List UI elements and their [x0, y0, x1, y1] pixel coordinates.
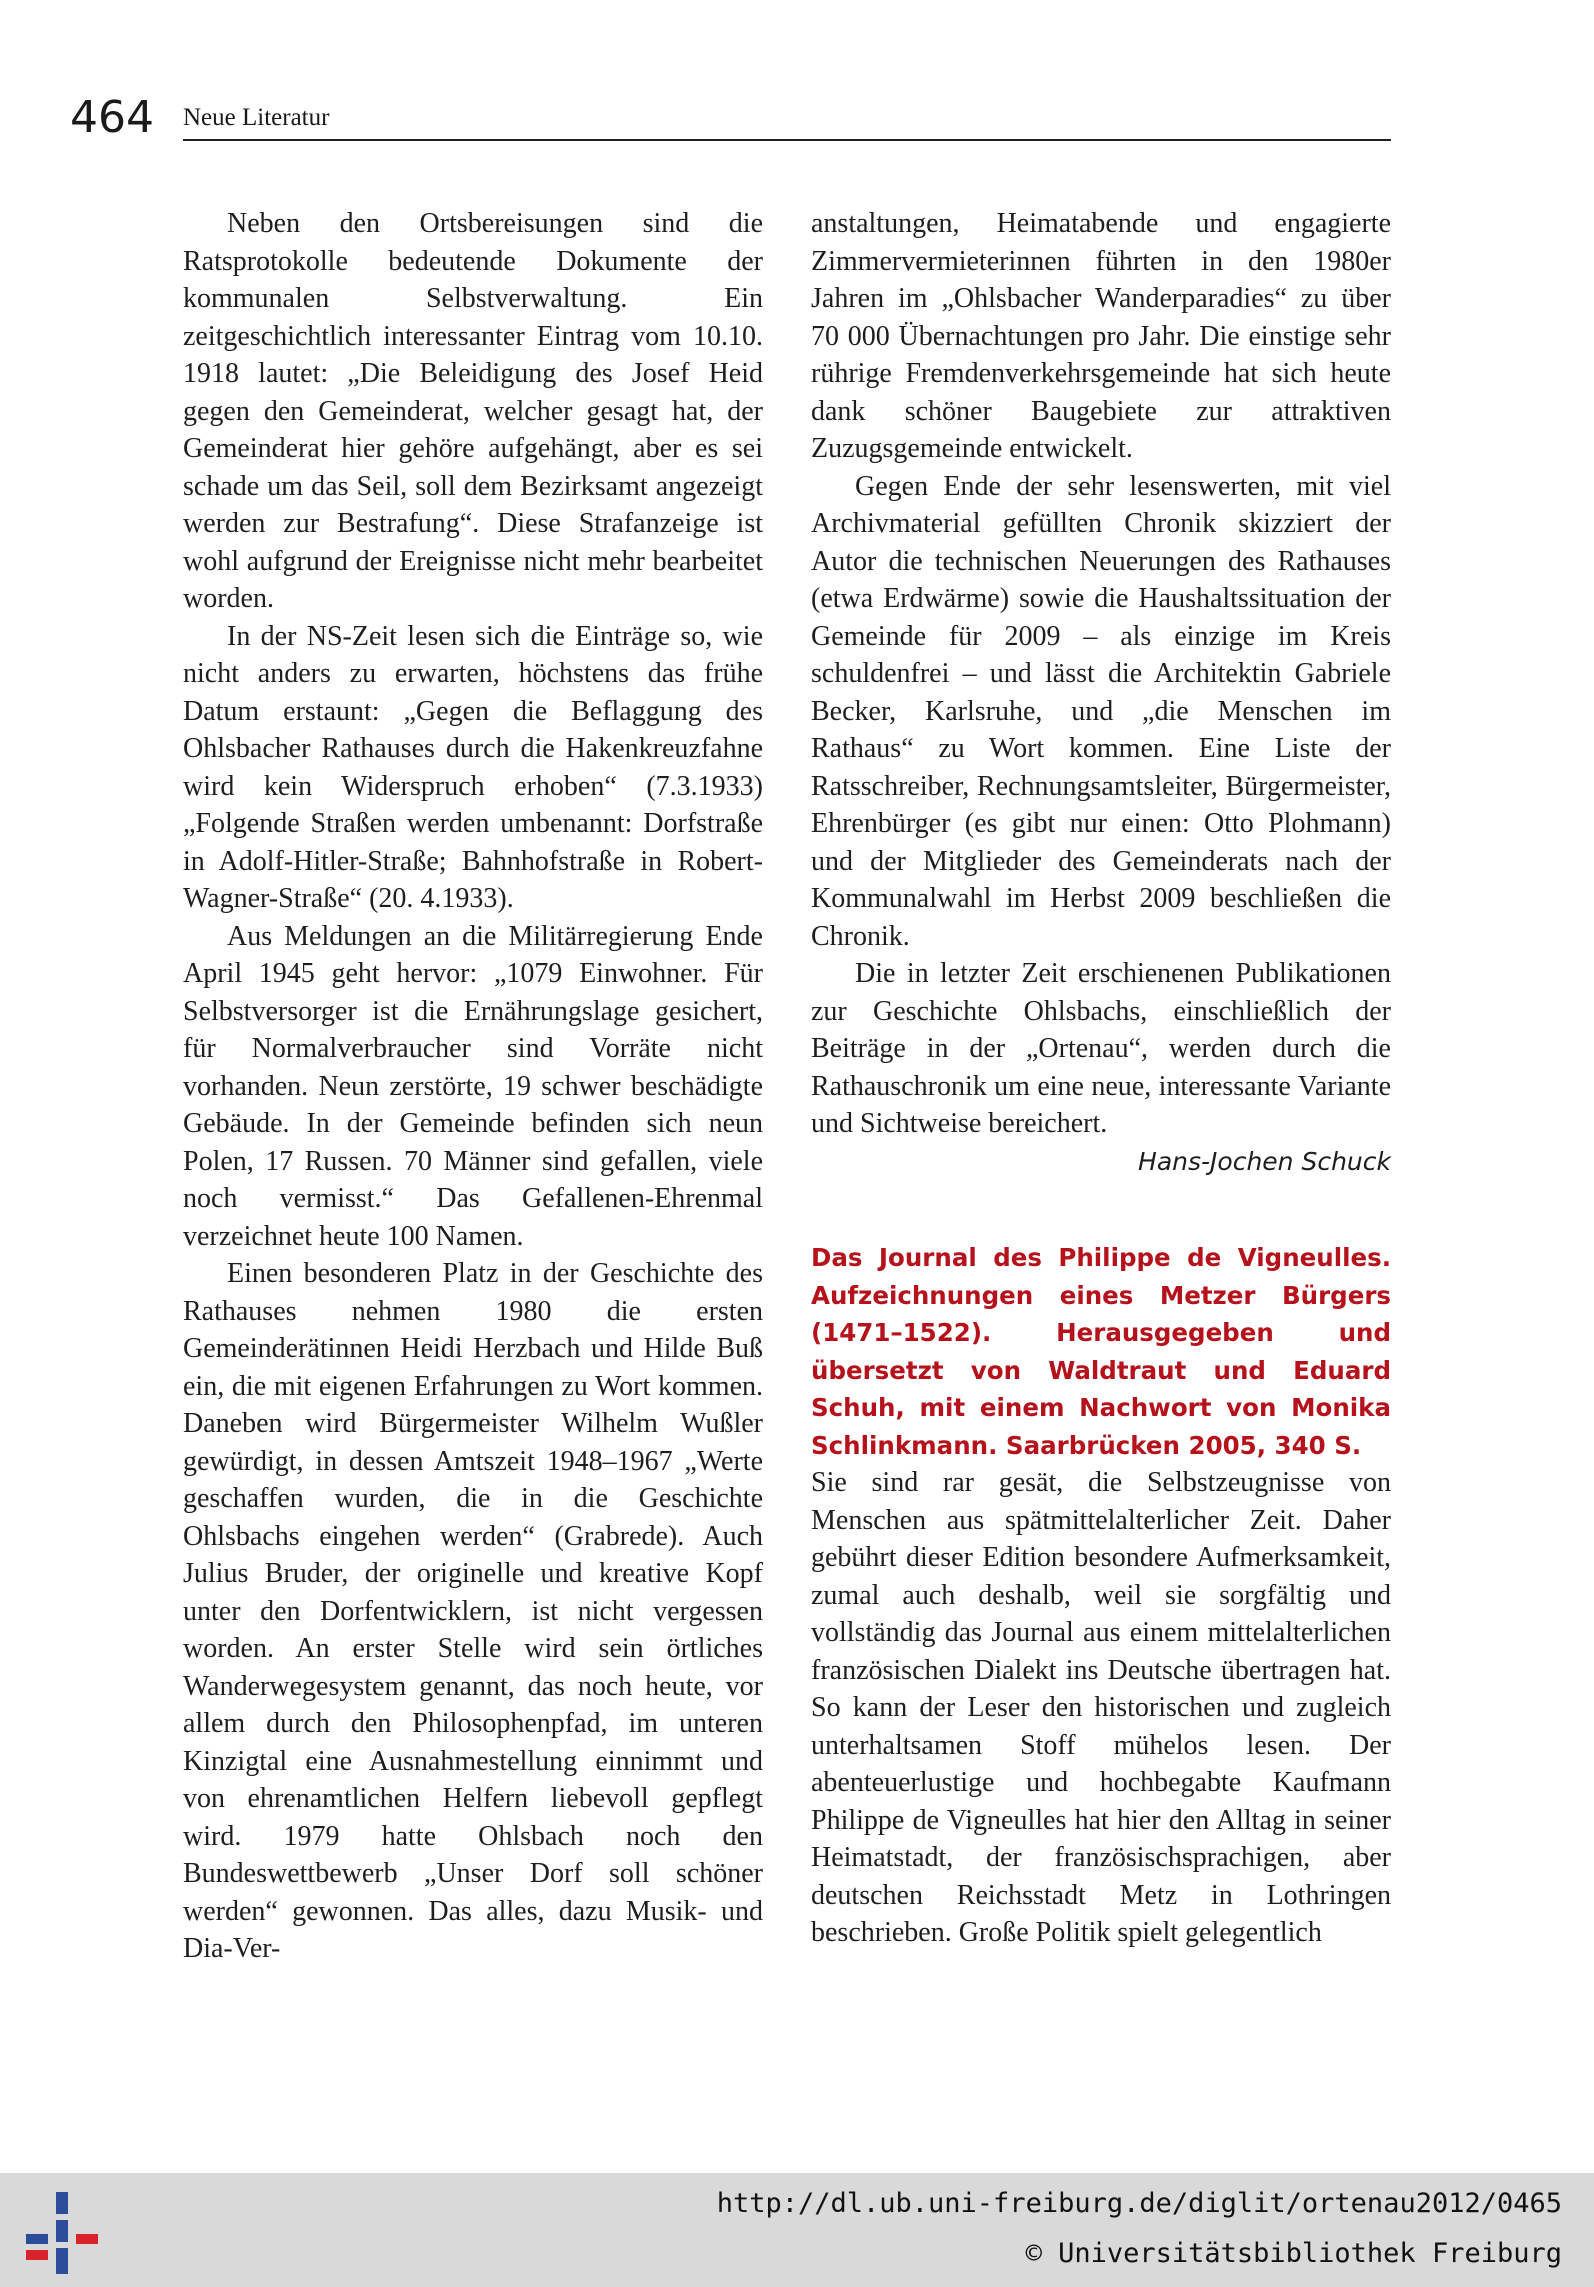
paragraph: Aus Meldungen an die Militärregierung Ende April 1945 geht hervor: „1079 Einwohner. Für Selbstversorger ist die Ernährungslage gesichert, für Normalverbraucher sind Vorräte nicht vorhanden. Neun zerstörte, 19 schwer beschädigte Gebäude. In der Gemeinde befinden sich neun Polen, 17 Russen. 70 Männer sind gefallen, viele noch vermisst.“ Das Gefallenen-Ehrenmal verzeichnet heute 100 Namen. [183, 920, 763, 1252]
paragraph: anstaltungen, Heimatabende und engagierte Zimmervermieterinnen führten in den 1980er Jahren im „Ohlsbacher Wanderparadies“ zu über 70 000 Übernachtungen pro Jahr. Die einstige sehr rührige Fremdenverkehrsgemeinde hat sich heute dank schöner Baugebiete zur attraktiven Zuzugsgemeinde entwickelt. [811, 208, 1391, 464]
ub-freiburg-logo-icon [22, 2188, 102, 2278]
paragraph: In der NS-Zeit lesen sich die Einträge so, wie nicht anders zu erwarten, höchstens das frühe Datum erstaunt: „Gegen die Beflaggung des Ohlsbacher Rathauses durch die Hakenkreuzfahne wird kein Widerspruch erhoben“ (7.3.1933) „Folgende Straßen werden umbenannt: Dorfstraße in Adolf-Hitler-Straße; Bahnhofstraße in Robert-Wagner-Straße“ (20. 4.1933). [183, 620, 763, 914]
author-signature: Hans-Jochen Schuck [1138, 1146, 1391, 1176]
paragraph: Neben den Ortsbereisungen sind die Ratsprotokolle bedeutende Dokumente der kommunalen Selbstverwaltung. Ein zeitgeschichtlich interessanter Eintrag vom 10.10. 1918 lautet: „Die Beleidigung des Josef Heid gegen den Gemeinderat, welcher gesagt hat, der Gemeinderat hier gehöre aufgehängt, aber es sei schade um das Seil, soll dem Bezirksamt angezeigt werden zur Bestrafung“. Diese Strafanzeige ist wohl aufgrund der Ereignisse nicht mehr bearbeitet worden. [183, 208, 763, 614]
running-head: Neue Literatur [183, 104, 330, 131]
right-column [811, 205, 1391, 1952]
footer-url[interactable]: http://dl.ub.uni-freiburg.de/diglit/ortenau2012/0465 [716, 2188, 1562, 2219]
page-number: 464 [70, 92, 154, 143]
left-column [183, 205, 763, 1968]
paragraph: Einen besonderen Platz in der Geschichte des Rathauses nehmen 1980 die ersten Gemeinderätinnen Heidi Herzbach und Hilde Buß ein, die mit eigenen Erfahrungen zu Wort kommen. Daneben wird Bürgermeister Wilhelm Wußler gewürdigt, in dessen Amtszeit 1948–1967 „Werte geschaffen wurden, die in die Geschichte Ohlsbachs eingehen werden“ (Grabrede). Auch Julius Bruder, der originelle und kreative Kopf unter den Dorfentwicklern, ist nicht vergessen worden. An erster Stelle wird sein örtliches Wanderwegesystem genannt, das noch heute, vor allem durch den Philosophenpfad, im unteren Kinzigtal eine Ausnahmestellung einnimmt und von ehrenamtlichen Helfern liebevoll gepflegt wird. 1979 hatte Ohlsbach noch den Bundeswettbewerb „Unser Dorf soll schöner werden“ gewonnen. Das alles, dazu Musik- und Dia-Ver- [183, 1258, 763, 1964]
review-title: Das Journal des Philippe de Vigneulles. Aufzeichnungen eines Metzer Bürgers (1471–1522). Herausgegeben und übersetzt von Waldtraut und Eduard Schuh, mit einem Nachwort von Monika Schlinkmann. Saarbrücken 2005, 340 S. [811, 1243, 1391, 1460]
footer-copyright: © Universitätsbibliothek Freiburg [1025, 2238, 1562, 2269]
review-paragraph: Sie sind rar gesät, die Selbstzeugnisse von Menschen aus spätmittelalterlicher Zeit. Daher gebührt dieser Edition besondere Aufmerksamkeit, zumal auch deshalb, weil sie sorgfältig und vollständig das Journal aus einem mittelalterlichen französischen Dialekt ins Deutsche übertragen hat. So kann der Leser den historischen und zugleich unterhaltsamen Stoff mühelos lesen. Der abenteuerlustige und hochbegabte Kaufmann Philippe de Vigneulles hat hier den Alltag in seiner Heimatstadt, der französischsprachigen, aber deutschen Reichsstadt Metz in Lothringen beschrieben. Große Politik spielt gelegentlich [811, 1467, 1391, 1948]
paragraph: Gegen Ende der sehr lesenswerten, mit viel Archivmaterial gefüllten Chronik skizziert der Autor die technischen Neuerungen des Rathauses (etwa Erdwärme) sowie die Haushaltssituation der Gemeinde für 2009 – als einzige im Kreis schuldenfrei – und lässt die Architektin Gabriele Becker, Karlsruhe, und „die Menschen im Rathaus“ zu Wort kommen. Eine Liste der Ratsschreiber, Rechnungsamtsleiter, Bürgermeister, Ehrenbürger (es gibt nur einen: Otto Plohmann) und der Mitglieder des Gemeinderats nach der Kommunalwahl im Herbst 2009 beschließen die Chronik. [811, 470, 1391, 952]
header-rule [183, 139, 1391, 141]
paragraph: Die in letzter Zeit erschienenen Publikationen zur Geschichte Ohlsbachs, einschließlich der Beiträge in der „Ortenau“, werden durch die Rathauschronik um eine neue, interessante Variante und Sichtweise bereichert. [811, 958, 1391, 1139]
